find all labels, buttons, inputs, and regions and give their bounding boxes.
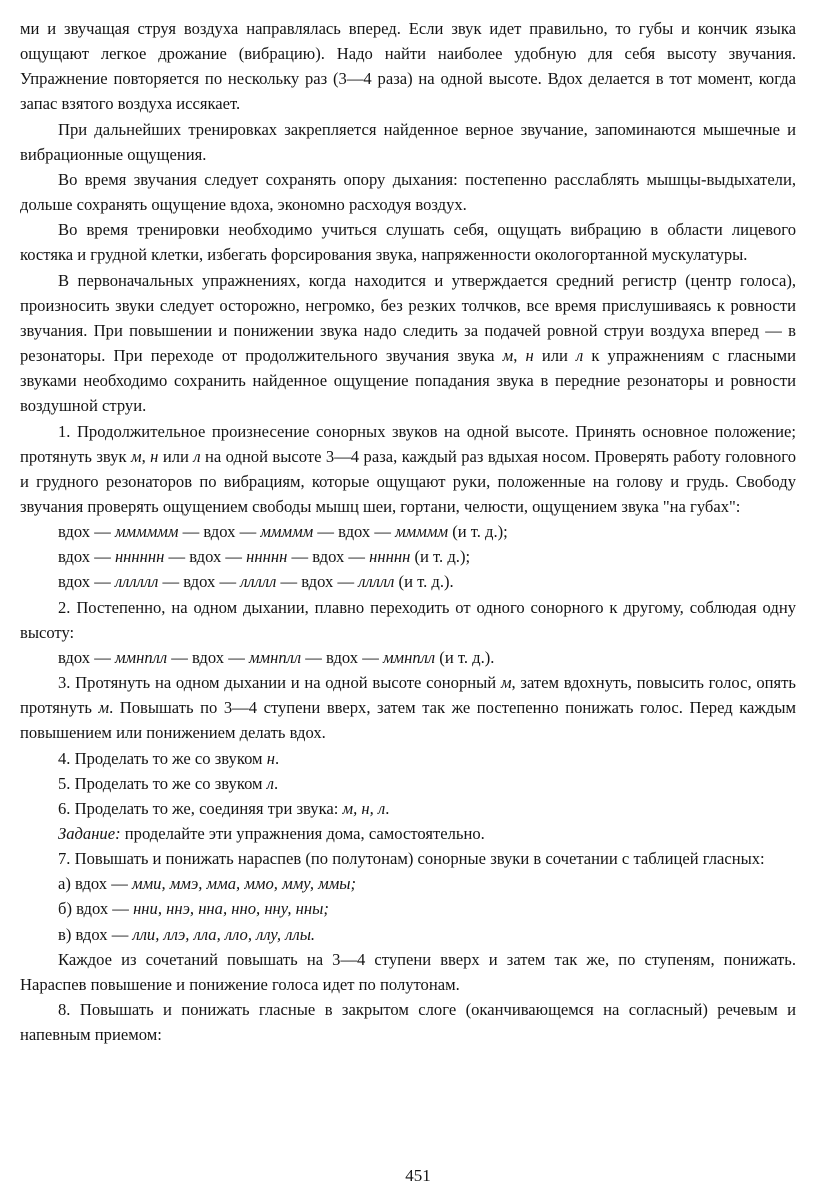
exercise-7-line-a: а) вдох — мми, ммэ, мма, ммо, мму, ммы; <box>58 874 357 894</box>
exercise-7-line-b: б) вдох — нни, ннэ, нна, нно, нну, нны; <box>58 899 329 919</box>
exercise-8: 8. Повышать и понижать гласные в закрытом слоге (оканчивающемся на согласный) речевым и напевным приемом: <box>20 1000 796 1045</box>
exercise-4: 4. Проделать то же со звуком н. <box>58 748 280 768</box>
exercise-7: 7. Повышать и понижать нараспев (по полутонам) сонорные звуки в сочетании с таблицей гласных: <box>58 849 765 869</box>
exercise-7-note: Каждое из сочетаний повышать на 3—4 ступени вверх и затем так же, по ступеням, понижать. Нараспев повышение и понижение голоса идет по полутонам. <box>20 949 796 994</box>
paragraph-initial-exercises: В первоначальных упражнениях, когда находится и утверждается средний регистр (центр голоса), произносить звуки следует осторожно, негромко, без резких толчков, все время прислушиваясь к ровности звучания. При повышении и понижении звука надо следить за подачей ровной струи воздуха вперед — в резонаторы. При переходе от продолжительного звучания звука м, н или л к упражнениям с гласными звуками необходимо сохранить найденное ощущение попадания звука в передние резонаторы и ровности воздушной струи. <box>20 270 796 416</box>
exercise-1-line-n: вдох — нннннн — вдох — ннннн — вдох — ннннн (и т. д.); <box>58 547 471 567</box>
exercise-1-line-l: вдох — лллллл — вдох — ллллл — вдох — ллллл (и т. д.). <box>58 572 454 592</box>
page-number: 451 <box>405 1166 431 1185</box>
exercise-2-line: вдох — ммнnлл — вдох — ммнnлл — вдох — ммнnлл (и т. д.). <box>58 647 495 667</box>
exercise-1: 1. Продолжительное произнесение сонорных звуков на одной высоте. Принять основное положение; протянуть звук м, н или л на одной высоте 3—4 раза, каждый раз вдыхая носом. Проверять работу головного и грудного резонаторов по вибрациям, которые ощущают руки, положенные на голову и грудь. Свободу звучания проверять ощущением свободы мышц шеи, гортани, челюсти, ощущением звука "на губах": <box>20 421 796 516</box>
paragraph-breath-support: Во время звучания следует сохранять опору дыхания: постепенно расслаблять мышцы-выдыхатели, дольше сохранять ощущение вдоха, экономно расходуя воздух. <box>20 169 796 215</box>
homework-task: Задание: проделайте эти упражнения дома, самостоятельно. <box>58 824 485 843</box>
paragraph-training: При дальнейших тренировках закрепляется найденное верное звучание, запоминаются мышечные и вибрационные ощущения. <box>20 119 796 164</box>
exercise-7-line-c: в) вдох — лли, ллэ, лла, лло, ллу, ллы. <box>58 924 316 944</box>
exercise-5: 5. Проделать то же со звуком л. <box>58 773 279 793</box>
exercise-2: 2. Постепенно, на одном дыхании, плавно переходить от одного сонорного к другому, соблюдая одну высоту: <box>20 597 796 642</box>
exercise-1-line-m: вдох — мммммм — вдох — ммммм — вдох — ммммм (и т. д.); <box>58 522 508 542</box>
paragraph-continuation: ми и звучащая струя воздуха направлялась вперед. Если звук идет правильно, то губы и кончик языка ощущают легкое дрожание (вибрацию). Надо найти наиболее удобную для себя высоту звучания. Упражнение повторяется по нескольку раз (3—4 раза) на одной высоте. Вдох делается в тот момент, когда запас взятого воздуха иссякает. <box>20 19 796 114</box>
exercise-3: 3. Протянуть на одном дыхании и на одной высоте сонорный м, затем вдохнуть, повысить голос, опять протянуть м. Повышать по 3—4 ступени вверх, затем так же постепенно понижать голос. Перед каждым повышением или понижением делать вдох. <box>20 673 796 743</box>
exercise-6: 6. Проделать то же, соединяя три звука: м, н, л. <box>58 798 390 818</box>
paragraph-listen: Во время тренировки необходимо учиться слушать себя, ощущать вибрацию в области лицевого костяка и грудной клетки, избегать форсирования звука, напряженности окологортанной мускулатуры. <box>20 220 796 265</box>
